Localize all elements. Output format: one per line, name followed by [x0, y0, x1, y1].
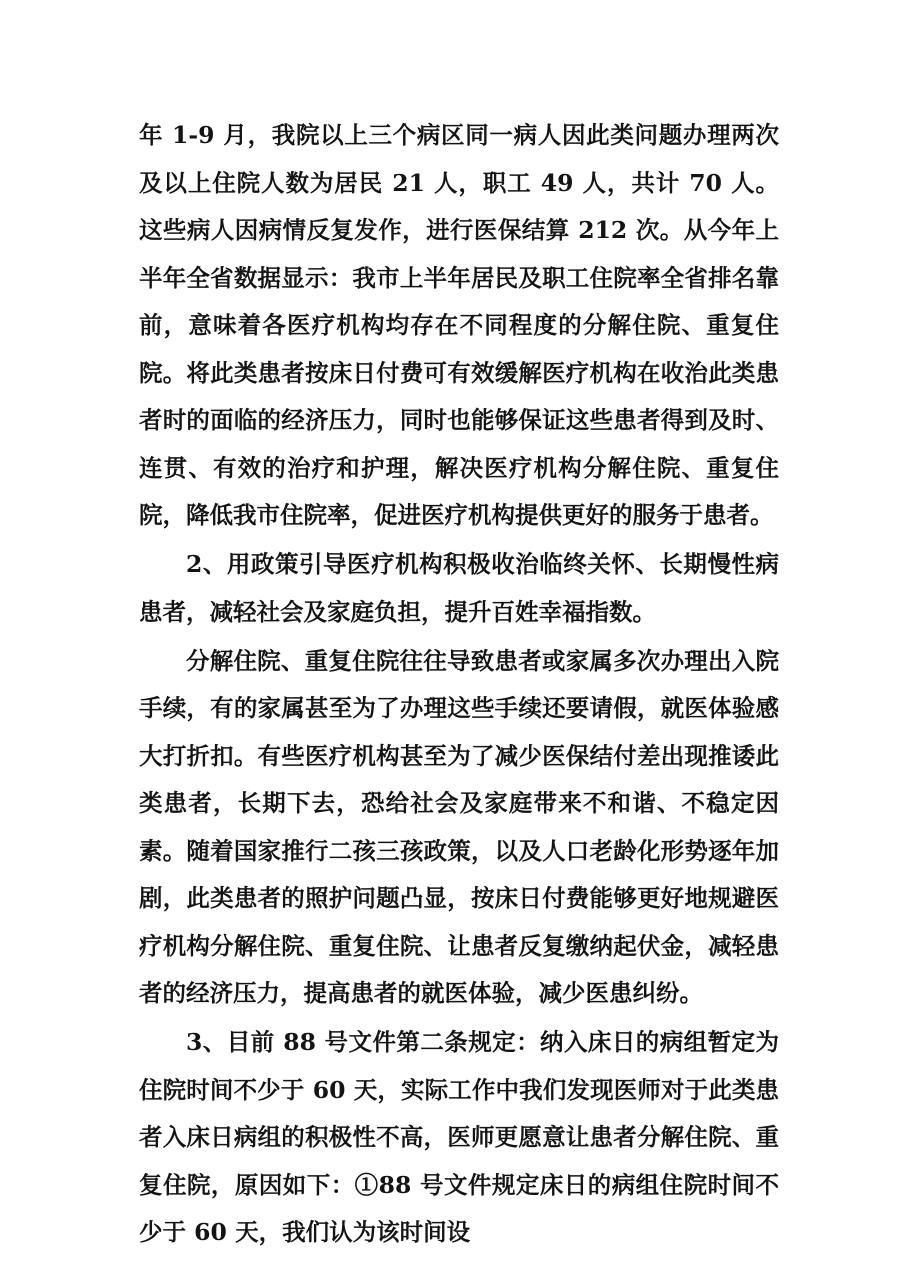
paragraph-point-2-detail: 分解住院、重复住院往往导致患者或家属多次办理出入院手续，有的家属甚至为了办理这些手续还要请假，就医体验感大打折扣。有些医疗机构甚至为了减少医保结付差出现推诿此类患者，长期下去，恐给社会及家庭带来不和谐、不稳定因素。随着国家推行二孩三孩政策，以及人口老龄化形势逐年加剧，此类患者的照护问题凸显，按床日付费能够更好地规避医疗机构分解住院、重复住院、让患者反复缴纳起伏金，减轻患者的经济压力，提高患者的就医体验，减少医患纠纷。 — [139, 646, 779, 1007]
paragraph-continuation: 年 1-9 月，我院以上三个病区同一病人因此类问题办理两次及以上住院人数为居民 21 人，职工 49 人，共计 70 人。这些病人因病情反复发作，进行医保结算 212 次。从今年上半年全省数据显示：我市上半年居民及职工住院率全省排名靠前，意味着各医疗机构均存在不同程度的分解住院、重复住院。将此类患者按床日付费可有效缓解医疗机构在收治此类患者时的面临的经济压力，同时也能够保证这些患者得到及时、连贯、有效的治疗和护理，解决医疗机构分解住院、重复住院，降低我市住院率，促进医疗机构提供更好的服务于患者。 — [139, 121, 779, 529]
paragraph-point-3: 3、目前 88 号文件第二条规定：纳入床日的病组暂定为住院时间不少于 60 天，实际工作中我们发现医师对于此类患者入床日病组的积极性不高，医师更愿意让患者分解住院、重复住院，原因如下：①88 号文件规定床日的病组住院时间不少于 60 天，我们认为该时间设 — [139, 1028, 779, 1246]
document-body — [139, 112, 779, 1257]
paragraph-point-2: 2、用政策引导医疗机构积极收治临终关怀、长期慢性病患者，减轻社会及家庭负担，提升百姓幸福指数。 — [139, 550, 779, 626]
